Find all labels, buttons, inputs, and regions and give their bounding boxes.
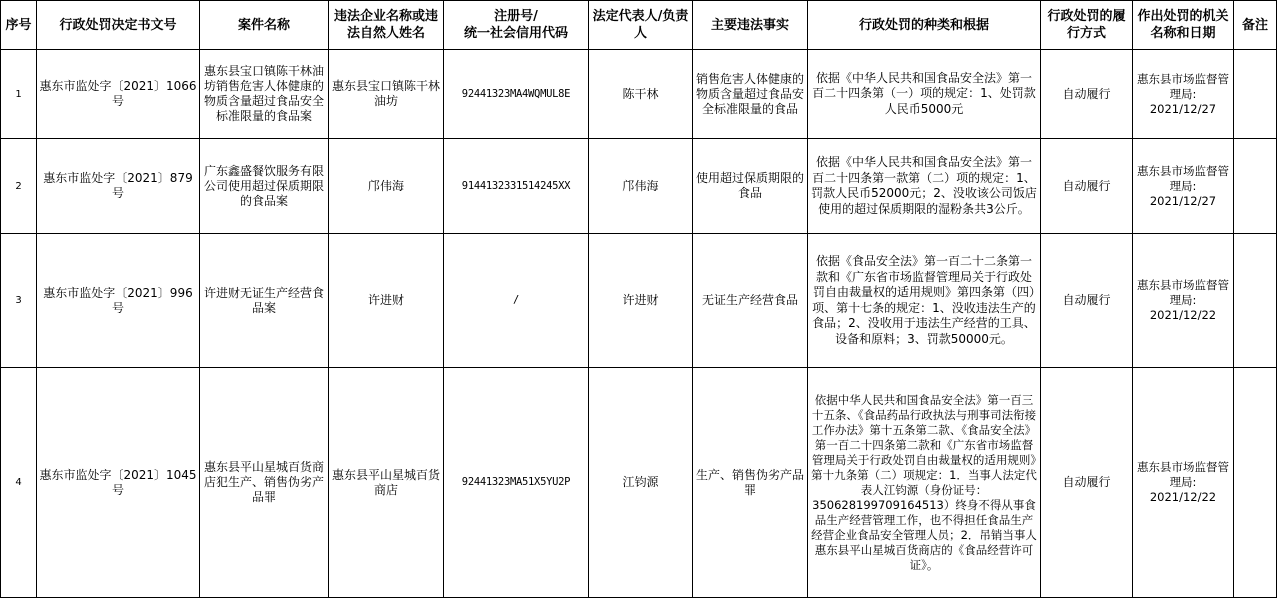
cell-method: 自动履行: [1041, 234, 1133, 368]
cell-seq: 1: [1, 50, 37, 139]
table-row: [1, 234, 1277, 368]
header-row: [1, 1, 1277, 50]
table-row: [1, 368, 1277, 598]
header-reg-code-line1: 注册号/: [494, 9, 538, 24]
header-remarks: 备注: [1234, 1, 1277, 50]
header-method: 行政处罚的履行方式: [1041, 1, 1133, 50]
cell-party: 许进财: [329, 234, 444, 368]
cell-method: 自动履行: [1041, 50, 1133, 139]
header-penalty: 行政处罚的种类和根据: [808, 1, 1041, 50]
cell-penalty: 依据《食品安全法》第一百二十二条第一款和《广东省市场监督管理局关于行政处罚自由裁量权的适用规则》第四条第（四）项、第十七条的规定：1、没收违法生产的食品；2、没收用于违法生产经营的工具、设备和原料；3、罚款50000元。: [808, 234, 1041, 368]
cell-remarks: [1234, 368, 1277, 598]
cell-method: 自动履行: [1041, 139, 1133, 234]
cell-remarks: [1234, 139, 1277, 234]
cell-facts: 销售危害人体健康的物质含量超过食品安全标准限量的食品: [693, 50, 808, 139]
authority-name: 惠东县市场监督管理局:: [1137, 163, 1229, 193]
cell-party: 惠东县平山星城百货商店: [329, 368, 444, 598]
authority-date: 2021/12/27: [1149, 101, 1217, 116]
header-decision-no: 行政处罚决定书文号: [37, 1, 200, 50]
cell-decision-no: 惠东市监处字〔2021〕1066号: [37, 50, 200, 139]
header-case-name: 案件名称: [200, 1, 329, 50]
cell-penalty: 依据《中华人民共和国食品安全法》第一百二十四条第一款第（二）项的规定：1、罚款人民币52000元；2、没收该公司饭店使用的超过保质期限的湿粉条共3公斤。: [808, 139, 1041, 234]
header-authority: 作出处罚的机关名称和日期: [1133, 1, 1234, 50]
table-row: [1, 50, 1277, 139]
authority-date: 2021/12/27: [1149, 193, 1217, 208]
cell-reg-code: 92441323MA4WQMUL8E: [444, 50, 589, 139]
authority-name: 惠东县市场监督管理局:: [1137, 460, 1229, 489]
cell-seq: 4: [1, 368, 37, 598]
cell-party: 邝伟海: [329, 139, 444, 234]
cell-legal-rep: 江钧源: [589, 368, 693, 598]
cell-authority: [1133, 139, 1234, 234]
cell-authority: [1133, 234, 1234, 368]
authority-date: 2021/12/22: [1149, 490, 1217, 504]
cell-remarks: [1234, 234, 1277, 368]
cell-seq: 2: [1, 139, 37, 234]
header-seq: 序号: [1, 1, 37, 50]
cell-legal-rep: 邝伟海: [589, 139, 693, 234]
cell-decision-no: 惠东市监处字〔2021〕1045号: [37, 368, 200, 598]
cell-reg-code: 91441323315142​45XX: [444, 139, 589, 234]
table-row: [1, 139, 1277, 234]
cell-reg-code: /: [444, 234, 589, 368]
header-reg-code: [444, 1, 589, 50]
cell-case-name: 惠东县平山星城百货商店犯生产、销售伪劣产品罪: [200, 368, 329, 598]
cell-facts: 使用超过保质期限的食品: [693, 139, 808, 234]
cell-decision-no: 惠东市监处字〔2021〕996号: [37, 234, 200, 368]
cell-penalty: 依据中华人民共和国食品安全法》第一百三十五条、《食品药品行政执法与刑事司法衔接工作办法》第十五条第二款、《食品安全法》第一百二十四条第二款和《广东省市场监督管理局关于行政处罚自由裁量权的适用规则》第十九条第（二）项规定：1．当事人法定代表人江钧源（身份证号：350628199709164513）终身不得从事食品生产经营管理工作，也不得担任食品生产经营企业食品安全管理人员；2．吊销当事人惠东县平山星城百货商店的《食品经营许可证》。: [808, 368, 1041, 598]
authority-name: 惠东县市场监督管理局:: [1137, 278, 1229, 307]
cell-case-name: 许进财无证生产经营食品案: [200, 234, 329, 368]
cell-method: 自动履行: [1041, 368, 1133, 598]
cell-remarks: [1234, 50, 1277, 139]
cell-facts: 无证生产经营食品: [693, 234, 808, 368]
cell-party: 惠东县宝口镇陈干林油坊: [329, 50, 444, 139]
cell-seq: 3: [1, 234, 37, 368]
authority-name: 惠东县市场监督管理局:: [1137, 71, 1229, 101]
header-reg-code-line2: 统一社会信用代码: [463, 26, 568, 41]
cell-decision-no: 惠东市监处字〔2021〕879号: [37, 139, 200, 234]
cell-penalty: 依据《中华人民共和国食品安全法》第一百二十四条第（一）项的规定：1、处罚款人民币5000元: [808, 50, 1041, 139]
cell-case-name: 广东鑫盛餐饮服务有限公司使用超过保质期限的食品案: [200, 139, 329, 234]
cell-legal-rep: 陈干林: [589, 50, 693, 139]
header-legal-rep: 法定代表人/负责人: [589, 1, 693, 50]
cell-facts: 生产、销售伪劣产品罪: [693, 368, 808, 598]
cell-reg-code: 92441323MA51X5YU2P: [444, 368, 589, 598]
cell-legal-rep: 许进财: [589, 234, 693, 368]
header-party: 违法企业名称或违法自然人姓名: [329, 1, 444, 50]
cell-authority: [1133, 50, 1234, 139]
authority-date: 2021/12/22: [1149, 308, 1217, 322]
cell-case-name: 惠东县宝口镇陈干林油坊销售危害人体健康的物质含量超过食品安全标准限量的食品案: [200, 50, 329, 139]
header-facts: 主要违法事实: [693, 1, 808, 50]
cell-authority: [1133, 368, 1234, 598]
